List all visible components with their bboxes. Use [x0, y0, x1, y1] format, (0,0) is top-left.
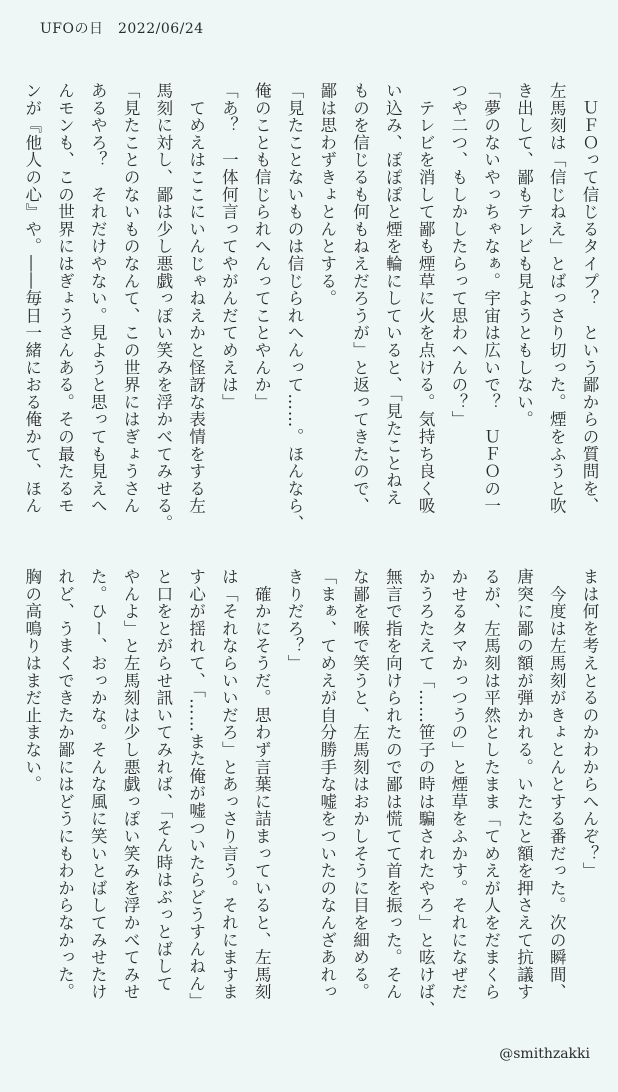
text-column: つや二つ、もしかしたらって思わへんの？」: [448, 82, 468, 428]
text-column: 鄙は思わずきょとんとする。: [317, 82, 337, 307]
text-column: まは何を考えとるのかわからへんぞ？」: [580, 568, 599, 880]
text-block-upper: [14, 82, 604, 552]
text-column: 確かにそうだ。思わず言葉に詰まっていると、左馬刻: [252, 568, 272, 1001]
text-column: かうろたえて「……笹子の時は騙されたやろ」と呟けば、: [416, 568, 436, 1018]
text-column: 「見たことないものは信じられへんって……。ほんなら、: [284, 82, 304, 532]
text-column: 胸の高鳴りはまだ止まない。: [22, 568, 42, 793]
text-column: やんよ」と左馬刻は少し悪戯っぽい笑みを浮かべてみせ: [121, 568, 141, 1001]
text-column: は「それならいいだろ」とあっさり言う。それにますま: [219, 568, 239, 1001]
text-block-lower: [14, 568, 604, 1038]
text-column: 「夢のないやっちゃなぁ。宇宙は広いで？ ＵＦＯの一: [481, 82, 501, 515]
text-column: 「まぁ、てめえが自分勝手な嘘をついたのなんざあれっ: [317, 568, 337, 1001]
text-column: テレビを消して鄙も煙草に火を点ける。気持ち良く吸: [416, 82, 436, 515]
text-column: す心が揺れて、「……また俺が嘘ついたらどうすんねん」: [186, 568, 206, 1010]
text-column: かせるタマかっつうの」と煙草をふかす。それになぜだ: [448, 568, 468, 1001]
text-column: 馬刻に対し、鄙は少し悪戯っぽい笑みを浮かべてみせる。: [153, 82, 173, 532]
text-column: い込み、ぽぽぽと煙を輪にしていると、「見たことねえ: [383, 82, 403, 507]
text-column: 俺のことも信じられへんってことやんか」: [252, 82, 272, 411]
text-column: き出して、鄙もテレビも見ようともしない。: [514, 82, 534, 428]
text-column: と口をとがらせ訊いてみれば、「そん時はぶっとばして: [153, 568, 173, 993]
text-column: きりだろ？」: [284, 568, 304, 672]
text-column: 「あ？ 一体何言ってやがんだてめえは」: [219, 82, 239, 411]
text-column: 今度は左馬刻がきょとんとする番だった。次の瞬間、: [547, 568, 567, 1001]
text-column: た。ひー、おっかな。そんな風に笑いとばしてみせたけ: [88, 568, 108, 1001]
text-column: な鄙を喉で笑うと、左馬刻はおかしそうに目を細める。: [350, 568, 370, 1001]
text-column: 左馬刻は「信じねえ」とばっさり切った。煙をふうと吹: [547, 82, 567, 515]
author-handle: @smithzakki: [499, 1046, 590, 1062]
text-column: ンが『他人の心』や。――毎日一緒におる俺かて、ほん: [22, 82, 42, 515]
text-column: るが、左馬刻は平然としたまま「てめえが人をだまくら: [481, 568, 501, 1001]
text-column: ものを信じるも何もねえだろうが」と返ってきたので、: [350, 82, 370, 515]
post-header: UFOの日 2022/06/24: [40, 21, 204, 37]
text-column: 唐突に鄙の額が弾かれる。いたたと額を押さえて抗議す: [514, 568, 534, 1001]
text-column: 無言で指を向けられたので鄙は慌てて首を振った。そん: [383, 568, 403, 1001]
text-column: ＵＦＯって信じるタイプ？ という鄙からの質問を、: [580, 82, 599, 515]
text-column: あるやろ？ それだけやない。見ようと思っても見えへ: [88, 82, 108, 515]
text-column: んモンも、この世界にはぎょうさんある。その最たるモ: [55, 82, 75, 515]
text-column: てめえはここにいんじゃねえかと怪訝な表情をする左: [186, 82, 206, 515]
text-column: 「見たことのないものなんて、この世界にはぎょうさん: [121, 82, 141, 515]
text-column: れど、うまくできたか鄙にはどうにもわからなかった。: [55, 568, 75, 1001]
